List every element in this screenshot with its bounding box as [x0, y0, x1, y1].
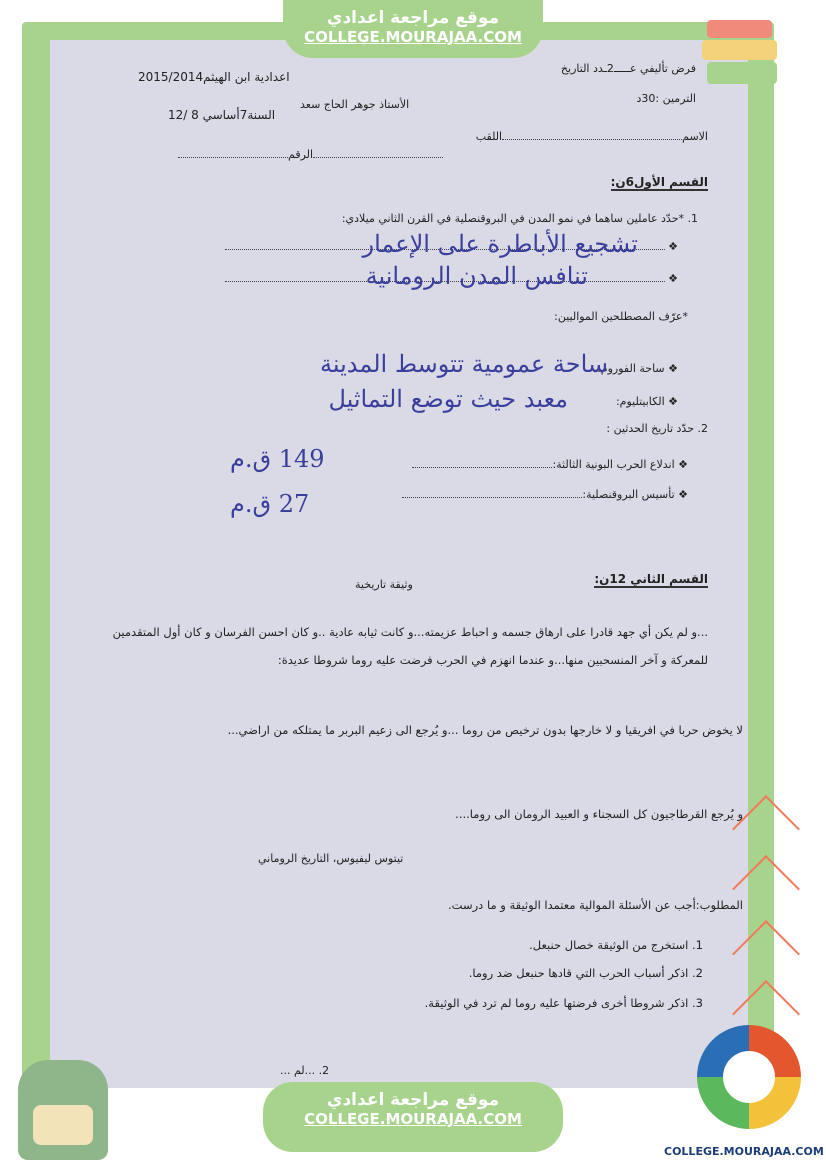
teacher: الأستاذ جوهر الحاج سعد — [300, 98, 410, 111]
term-1-label: ساحة الفوروم: — [597, 362, 665, 375]
event-2-answer: 27 ق.م — [230, 490, 310, 518]
question-2: 2. حدّد تاريخ الحدثين : — [606, 422, 708, 435]
subjects-ring-logo — [697, 1025, 801, 1129]
event-1-label: اندلاع الحرب البونية الثالثة: — [552, 458, 675, 471]
name-label: الاسم — [682, 130, 708, 143]
document-title: وثيقة تاريخية — [355, 578, 413, 591]
answer-1b: تنافس المدن الرومانية — [365, 262, 588, 290]
top-banner[interactable] — [283, 0, 543, 58]
bottom-banner[interactable] — [263, 1082, 563, 1152]
school-year: اعدادية ابن الهيثم2015/2014 — [138, 70, 290, 84]
answer-1a: تشجيع الأباطرة على الإعمار — [362, 230, 638, 258]
question-2-3: 3. اذكر شروطا أخرى فرضتها عليه روما لم ترد في الوثيقة. — [424, 996, 703, 1010]
number-field — [178, 148, 443, 161]
bullet-2: ❖ — [225, 272, 678, 285]
question-2-1: 1. استخرج من الوثيقة خصال حنبعل. — [529, 938, 703, 952]
test-title: فرض تأليفي عـــــ2ـدد التاريخ — [560, 62, 696, 75]
backpack-icon — [18, 1060, 108, 1160]
duration: الترمين :30د — [636, 92, 696, 105]
task: المطلوب:أجب عن الأسئلة الموالية معتمدا الوثيقة و ما درست. — [448, 898, 743, 912]
term-1-answer: ساحة عمومية تتوسط المدينة — [319, 350, 608, 378]
banner-bottom-link[interactable]: COLLEGE.MOURAJAA.COM — [304, 1110, 522, 1128]
term-2-answer: معبد حيث توضع التماثيل — [328, 385, 568, 413]
term-2: ❖ الكابيتليوم: — [615, 395, 678, 408]
number-label: الرقم — [288, 148, 314, 161]
doc-paragraph-3: و يُرجع القرطاجيون كل السجناء و العبيد الرومان الى روما.... — [455, 807, 743, 821]
event-2-label: تأسيس البروقنصلية: — [582, 488, 675, 501]
logo-caption: COLLEGE.MOURAJAA.COM — [664, 1145, 824, 1158]
question-1b: *عرّف المصطلحين المواليين: — [554, 310, 688, 323]
part2-title: القسم الثاني 12ن: — [594, 572, 708, 586]
banner-bottom-arabic: موقع مراجعة اعدادي — [326, 1090, 500, 1110]
scanned-paper — [50, 40, 748, 1088]
doc-paragraph-2: لا يخوض حربا في افريقيا و لا خارجها بدون ترخيص من روما ...و يُرجع الى زعيم البربر ما يمتلكه من اراضي... — [227, 723, 743, 737]
bullet-1: ❖ — [225, 240, 678, 253]
question-1: 1. *حدّد عاملين ساهما في نمو المدن في البروقنصلية في القرن الثاني ميلادي: — [341, 212, 698, 225]
surname-label: اللقب — [475, 130, 503, 143]
banner-top-link[interactable]: COLLEGE.MOURAJAA.COM — [304, 28, 522, 46]
question-2-2: 2. اذكر أسباب الحرب التي قادها حنبعل ضد روما. — [468, 966, 703, 980]
banner-top-arabic: موقع مراجعة اعدادي — [326, 8, 500, 28]
doc-paragraph-1: ...و لم يكن أي جهد قادرا على ارهاق جسمه و احباط عزيمته...و كانت ثيابه عادية ..و كان احسن الفرسان و كان أول المتقدمين للمعركة و آخر المنسحبين منها...و عندما انهزم في الحرب فرضت عليه روما شروطا عديدة: — [112, 625, 708, 667]
name-field — [476, 130, 708, 143]
event-2: ❖ تأسيس البروقنصلية: — [402, 488, 688, 501]
level: السنة7أساسي 8 /12 — [168, 108, 276, 122]
part1-title: القسم الأول6ن: — [610, 175, 708, 189]
document-source: تيتوس ليفيوس، التاريخ الروماني — [258, 852, 404, 865]
cut-off-line: 2. ...لم ... — [280, 1064, 330, 1077]
event-1: ❖ اندلاع الحرب البونية الثالثة: — [412, 458, 688, 471]
books-icon — [702, 15, 780, 85]
term-1: ❖ ساحة الفوروم: — [597, 362, 678, 375]
term-2-label: الكابيتليوم: — [615, 395, 665, 408]
event-1-answer: 149 ق.م — [230, 445, 325, 473]
chevron-decorations — [730, 790, 800, 1050]
